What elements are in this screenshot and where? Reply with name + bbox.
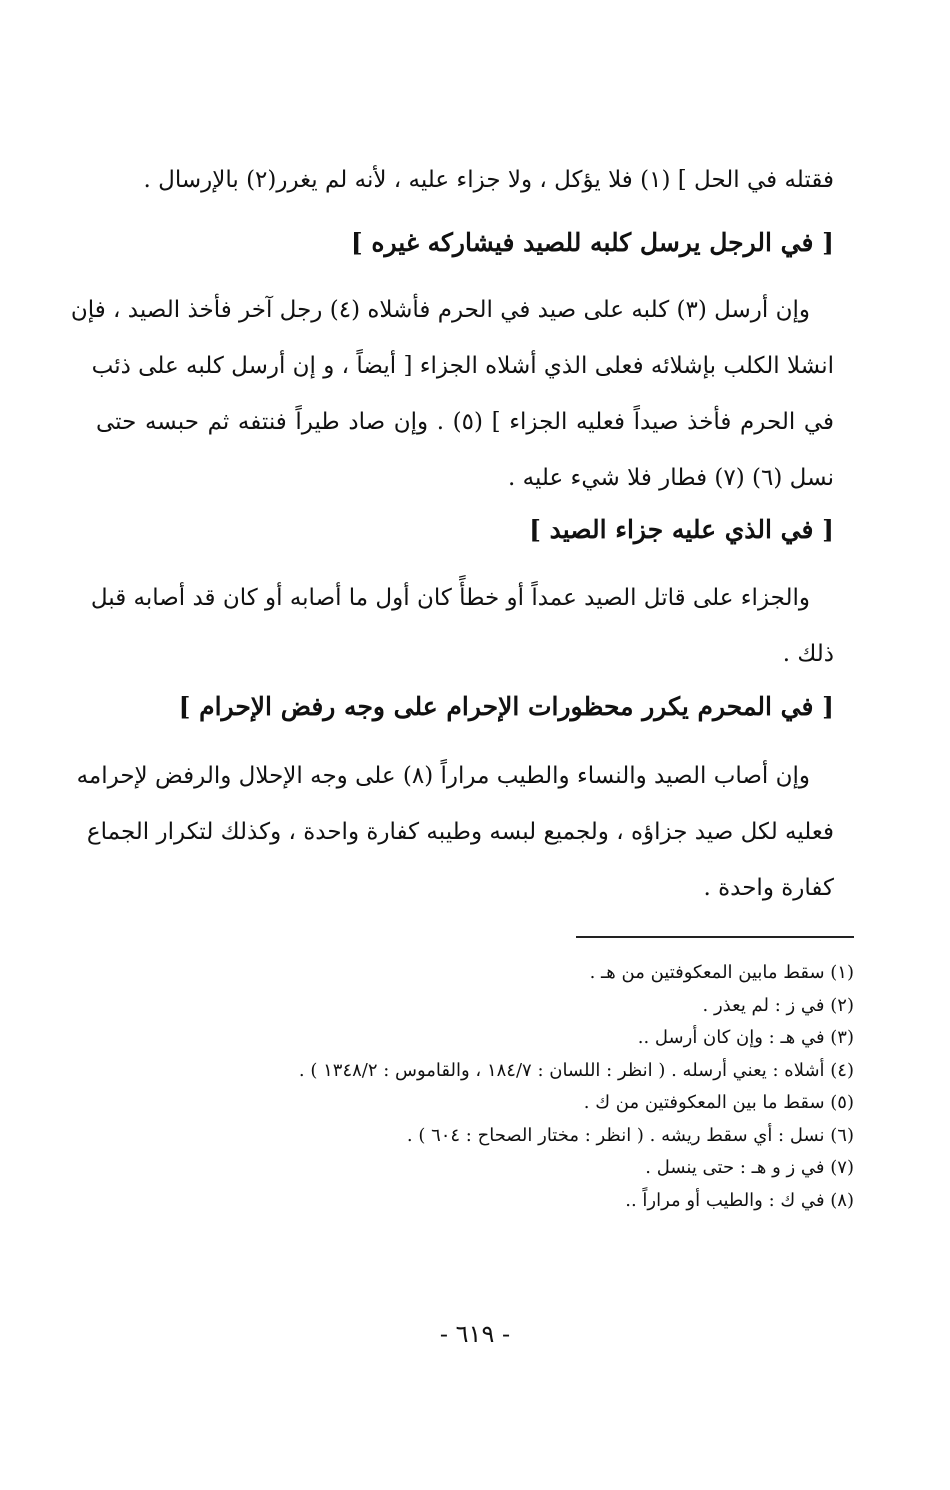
section-heading-3: [ في المحرم يكرر محظورات الإحرام على وجه رفض الإحرام ] [178,692,834,721]
paragraph-line: نسل (٦) (٧) فطار فلا شيء عليه . [507,465,834,491]
paragraph-3 [90,570,834,682]
paragraph-4 [76,748,834,916]
paragraph-line: فقتله في الحل ] (١) فلا يؤكل ، ولا جزاء عليه ، لأنه لم يغرر(٢) بالإرسال . [143,167,834,193]
footnote-item: (٦) نسل : أي سقط ريشه . ( انظر : مختار الصحاح : ٦٠٤ ) . [406,1124,854,1146]
page-number: - ٦١٩ - [439,1320,511,1348]
footnote-item: (٥) سقط ما بين المعكوفتين من ك . [583,1092,854,1113]
footnote-item: (٨) في ك : والطيب أو مراراً .. [625,1189,854,1211]
section-heading-2: [ في الذي عليه جزاء الصيد ] [529,515,834,544]
footnote-item: (٤) أشلاه : يعني أرسله . ( انظر : اللسان : ١٨٤/٧ ، والقاموس : ١٣٤٨/٢ ) . [298,1059,854,1081]
footnote-item: (١) سقط مابين المعكوفتين من هـ . [589,962,854,983]
paragraph-2 [70,282,835,506]
footnote-item: (٧) في ز و هـ : حتى ينسل . [645,1157,854,1178]
footnote-item: (٣) في هـ : وإن كان أرسل .. [637,1027,854,1048]
footnotes-list [154,957,854,1217]
paragraph-line: والجزاء على قاتل الصيد عمداً أو خطأً كان أول ما أصابه أو كان قد أصابه قبل [90,585,810,611]
footnote-item: (٢) في ز : لم يعذر . [702,994,854,1016]
paragraph-line: وإن أرسل (٣) كلبه على صيد في الحرم فأشلاه (٤) رجل آخر فأخذ الصيد ، فإن [70,297,810,323]
paragraph-line: في الحرم فأخذ صيداً فعليه الجزاء ] (٥) . وإن صاد طيراً فنتفه ثم حبسه حتى [96,409,835,435]
section-heading-1: [ في الرجل يرسل كلبه للصيد فيشاركه غيره ] [350,228,834,257]
paragraph-line: انشلا الكلب بإشلائه فعلى الذي أشلاه الجزاء [ أيضاً ، و إن أرسل كلبه على ذئب [91,353,834,379]
paragraph-line: فعليه لكل صيد جزاؤه ، ولجميع لبسه وطيبه كفارة واحدة ، وكذلك لتكرار الجماع [86,819,834,845]
paragraph-1 [96,152,834,208]
footnote-divider [576,936,854,938]
paragraph-line: وإن أصاب الصيد والنساء والطيب مراراً (٨) على وجه الإحلال والرفض لإحرامه [76,763,810,789]
paragraph-line: كفارة واحدة . [703,875,834,901]
paragraph-line: ذلك . [782,641,834,667]
